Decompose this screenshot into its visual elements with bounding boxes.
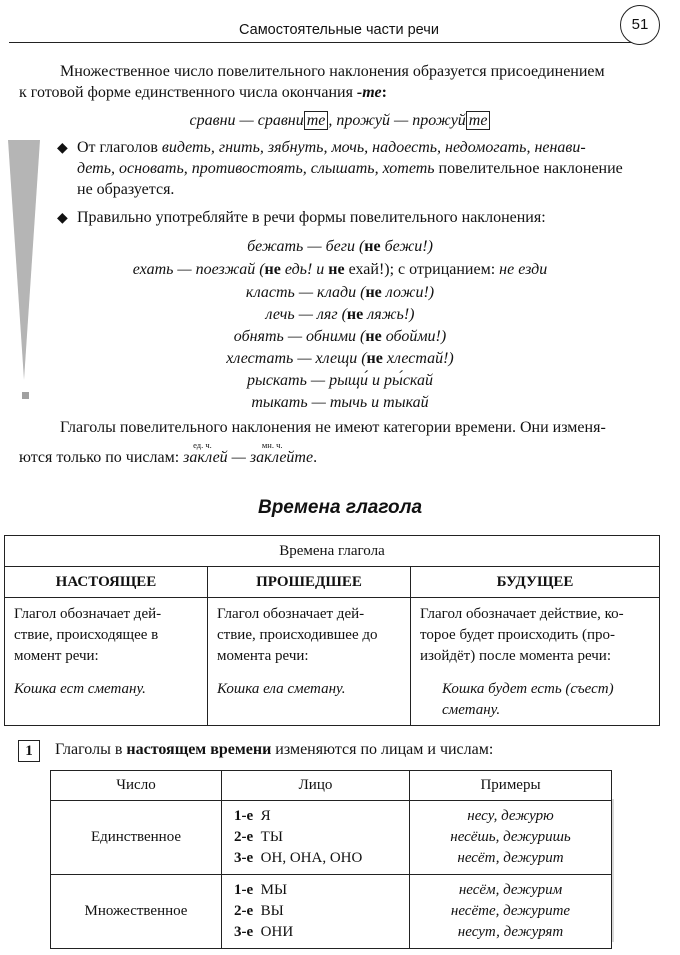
imperative-form-line: бежать — беги (не бежи!) [247, 238, 433, 255]
imperative-form-line: ехать — поезжай (не едь! и не ехай!); с отрицанием: не езди [132, 261, 548, 278]
example-sentence: Кошка ела сметану. [217, 681, 346, 697]
person-number-table [50, 770, 612, 949]
tenses-table [4, 535, 660, 726]
table-caption: Времена глагола [5, 536, 660, 567]
imperative-form-line: лечь — ляг (не ляжь!) [265, 306, 415, 323]
header-examples: Примеры [410, 771, 612, 801]
intro-line-1: Множественное число повелительного наклонения образуется присоединением [60, 63, 605, 80]
ending-te: -те [356, 84, 382, 101]
persons-singular: 1-е Я 2-е ТЫ 3-е ОН, ОНА, ОНО [222, 801, 410, 875]
examples-singular: несу, дежурю несёшь, дежуришь несёт, дежурит [410, 801, 612, 875]
past-tense-cell: Глагол обозначает дей- ствие, происходившее до момента речи: Кошка ела сметану. [208, 598, 411, 726]
imperative-form-line: обнять — обними (не обойми!) [233, 328, 447, 345]
example-line: сравни — сравни те , прожуй — прожуй те [0, 110, 680, 131]
imperative-form-line: рыскать — рыщи́ и ры́скай [246, 372, 434, 389]
tenses-note-line-1: Глаголы повелительного наклонения не имеют категории времени. Они изменя- [60, 419, 606, 436]
note-1: От глаголов видеть, гнить, зябнуть, мочь, надоесть, недомогать, ненави- деть, основать, противостоять, слышать, хотеть повелительное наклонение не образуется. [77, 139, 623, 198]
diamond-bullet-icon: ◆ [57, 211, 68, 226]
diamond-bullet-icon: ◆ [57, 141, 68, 156]
imperative-form-line: тыкать — тычь и тыкай [251, 394, 429, 411]
running-title: Самостоятельные части речи [239, 22, 439, 38]
rule-1-text: Глаголы в настоящем времени изменяются по лицам и числам: [55, 741, 494, 758]
column-header-present: НАСТОЯЩЕЕ [5, 567, 208, 598]
header-divider [9, 42, 637, 43]
number-singular: Единственное [51, 801, 222, 875]
page-header [0, 0, 680, 48]
present-tense-cell: Глагол обозначает дей- ствие, происходящее в момент речи: Кошка ест сметану. [5, 598, 208, 726]
number-plural: Множественное [51, 875, 222, 949]
note-2: Правильно употребляйте в речи формы повелительного наклонения: [77, 209, 546, 226]
example-sentence: Кошка будет есть (съест) сметану. [442, 681, 614, 718]
intro-line-2: к готовой форме единственного числа окончания -те: [19, 84, 387, 101]
persons-plural: 1-е МЫ 2-е ВЫ 3-е ОНИ [222, 875, 410, 949]
rule-number-badge: 1 [18, 740, 40, 762]
future-tense-cell: Глагол обозначает действие, ко- торое будет происходить (про- изойдёт) после момента речи: Кошка будет есть (съест) сметану. [411, 598, 660, 726]
singular-label: ед. ч. [193, 440, 212, 450]
column-header-past: ПРОШЕДШЕЕ [208, 567, 411, 598]
imperative-form-line: класть — клади (не ложи!) [245, 284, 435, 301]
ending-box: те [304, 111, 329, 130]
plural-label: мн. ч. [261, 440, 283, 450]
imperative-form-line: хлестать — хлещи (не хлестай!) [226, 350, 454, 367]
header-person: Лицо [222, 771, 410, 801]
ending-box: те [466, 111, 491, 130]
page-number: 51 [620, 5, 660, 45]
column-header-future: БУДУЩЕЕ [411, 567, 660, 598]
section-title: Времена глагола [257, 497, 423, 518]
example-sentence: Кошка ест сметану. [14, 681, 146, 697]
tenses-note-line-2: ются только по числам: ед. ч. заклей — мн. ч. заклейте. [19, 447, 317, 468]
examples-plural: несём, дежурим несёте, дежурите несут, дежурят [410, 875, 612, 949]
header-number: Число [51, 771, 222, 801]
